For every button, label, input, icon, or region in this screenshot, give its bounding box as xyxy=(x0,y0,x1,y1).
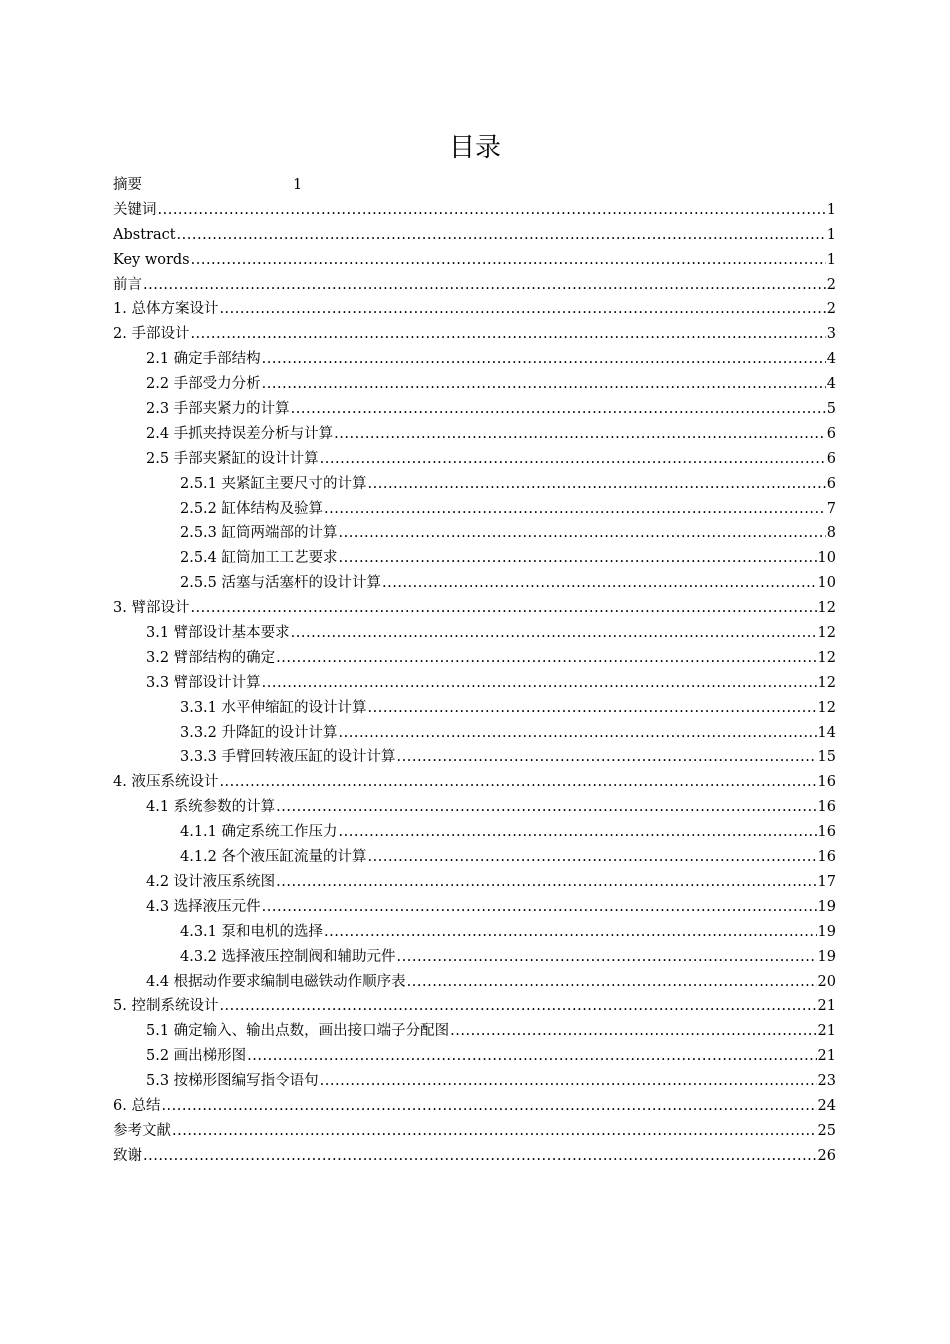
toc-entry-page-number: 10 xyxy=(817,575,836,592)
toc-entry xyxy=(113,895,836,920)
toc-entry xyxy=(113,596,836,621)
toc-entry-label: 5.2 画出梯形图 xyxy=(146,1048,247,1065)
toc-entry-label: 2.5 手部夹紧缸的设计计算 xyxy=(146,450,319,467)
toc-entry-label: Abstract xyxy=(113,226,176,243)
toc-entry-label: 5. 控制系统设计 xyxy=(113,998,219,1015)
toc-dot-leader xyxy=(339,546,817,571)
toc-entry xyxy=(113,994,836,1019)
toc-entry-label: 3.3.2 升降缸的设计计算 xyxy=(180,724,338,741)
toc-dot-leader xyxy=(407,970,817,995)
toc-entry-label: 2.2 手部受力分析 xyxy=(146,376,261,393)
toc-entry-page-number: 12 xyxy=(817,600,836,617)
toc-entry-label: 4.4 根据动作要求编制电磁铁动作顺序表 xyxy=(146,973,406,990)
toc-entry xyxy=(113,1019,836,1044)
toc-dot-leader xyxy=(190,322,825,347)
toc-entry xyxy=(113,820,836,845)
toc-dot-leader xyxy=(262,671,817,696)
toc-entry-page-number: 8 xyxy=(826,525,836,542)
toc-entry-page-number: 23 xyxy=(817,1073,836,1090)
toc-entry-page-number: 7 xyxy=(826,500,836,517)
toc-entry-label: 参考文献 xyxy=(113,1122,171,1139)
toc-entry xyxy=(113,970,836,995)
toc-dot-leader xyxy=(219,994,816,1019)
toc-dot-leader xyxy=(320,447,826,472)
toc-entry xyxy=(113,472,836,497)
toc-dot-leader xyxy=(368,472,826,497)
toc-dot-leader xyxy=(291,621,817,646)
toc-entry xyxy=(113,696,836,721)
toc-entry-page-number: 2 xyxy=(826,276,836,293)
toc-entry xyxy=(113,397,836,422)
toc-entry-label: 2.5.4 缸筒加工工艺要求 xyxy=(180,550,338,567)
toc-dot-leader xyxy=(190,596,816,621)
toc-entry-page-number: 20 xyxy=(817,973,836,990)
toc-dot-leader xyxy=(143,273,826,298)
toc-entry-page-number: 5 xyxy=(826,401,836,418)
toc-entry-page-number: 3 xyxy=(826,326,836,343)
toc-entry-label: 2.5.3 缸筒两端部的计算 xyxy=(180,525,338,542)
toc-entry xyxy=(113,671,836,696)
toc-dot-leader xyxy=(262,895,817,920)
toc-entry-label: 4.2 设计液压系统图 xyxy=(146,873,276,890)
toc-dot-leader xyxy=(262,347,826,372)
toc-entry-label: 3.3 臂部设计计算 xyxy=(146,674,261,691)
toc-dot-leader xyxy=(172,1119,817,1144)
toc-entry-page-number: 10 xyxy=(817,550,836,567)
toc-dot-leader xyxy=(177,223,826,248)
toc-entry-label: 4.1.1 确定系统工作压力 xyxy=(180,824,338,841)
toc-entry xyxy=(113,621,836,646)
toc-entry xyxy=(113,447,836,472)
toc-entry-label: 2. 手部设计 xyxy=(113,326,190,343)
toc-entry xyxy=(113,646,836,671)
toc-dot-leader xyxy=(339,820,817,845)
toc-entry-page-number: 15 xyxy=(817,749,836,766)
toc-entry-label: 前言 xyxy=(113,276,142,293)
toc-entry xyxy=(113,1069,836,1094)
toc-entry-label: 6. 总结 xyxy=(113,1097,161,1114)
toc-dot-leader xyxy=(368,845,817,870)
toc-entry-label: 1. 总体方案设计 xyxy=(113,301,219,318)
toc-entry xyxy=(113,845,836,870)
toc-dot-leader xyxy=(276,646,816,671)
toc-entry-page-number: 1 xyxy=(826,201,836,218)
toc-entry-page-number: 6 xyxy=(826,450,836,467)
toc-entry-page-number: 19 xyxy=(817,923,836,940)
toc-dot-leader xyxy=(247,1044,816,1069)
toc-dot-leader xyxy=(143,1144,817,1169)
toc-entry-label: 4.3 选择液压元件 xyxy=(146,898,261,915)
toc-entry-label: 5.3 按梯形图编写指令语句 xyxy=(146,1073,319,1090)
toc-entry-page-number: 24 xyxy=(817,1097,836,1114)
toc-dot-leader xyxy=(339,721,817,746)
toc-dot-leader xyxy=(158,198,826,223)
toc-entry-page-number: 21 xyxy=(817,1048,836,1065)
toc-entry-label: 2.4 手抓夹持误差分析与计算 xyxy=(146,425,334,442)
toc-entry xyxy=(113,1094,836,1119)
toc-entry xyxy=(113,870,836,895)
toc-dot-leader xyxy=(397,945,817,970)
toc-entry-page-number: 19 xyxy=(817,898,836,915)
toc-entry-page-number: 14 xyxy=(817,724,836,741)
toc-dot-leader xyxy=(161,1094,816,1119)
toc-entry xyxy=(113,1144,836,1169)
toc-entry xyxy=(113,546,836,571)
toc-entry-page-number: 16 xyxy=(817,824,836,841)
toc-entry-label: 4.3.2 选择液压控制阀和辅助元件 xyxy=(180,948,396,965)
toc-entry-label: 4.1.2 各个液压缸流量的计算 xyxy=(180,849,367,866)
toc-entry xyxy=(113,1119,836,1144)
toc-entry-page-number: 12 xyxy=(817,625,836,642)
toc-dot-leader xyxy=(368,696,817,721)
toc-dot-leader xyxy=(262,372,826,397)
toc-entry xyxy=(113,571,836,596)
toc-entry-label: 2.5.1 夹紧缸主要尺寸的计算 xyxy=(180,475,367,492)
toc-entry-label: 3.3.1 水平伸缩缸的设计计算 xyxy=(180,699,367,716)
toc-entry xyxy=(113,372,836,397)
toc-entry xyxy=(113,745,836,770)
toc-entry xyxy=(113,795,836,820)
toc-entry-page-number: 17 xyxy=(817,873,836,890)
toc-entry-label: 2.5.2 缸体结构及验算 xyxy=(180,500,324,517)
toc-dot-leader xyxy=(334,422,826,447)
toc-entry-label: 致谢 xyxy=(113,1147,142,1164)
toc-entry-page-number: 21 xyxy=(817,1023,836,1040)
toc-entry-page-number: 1 xyxy=(293,177,303,193)
toc-entry-page-number: 1 xyxy=(826,251,836,268)
toc-entry xyxy=(113,497,836,522)
toc-entry-label: 3.3.3 手臂回转液压缸的设计计算 xyxy=(180,749,396,766)
toc-dot-leader xyxy=(339,521,826,546)
toc-entry-page-number: 16 xyxy=(817,799,836,816)
toc-entry-page-number: 21 xyxy=(817,998,836,1015)
toc-dot-leader xyxy=(291,397,826,422)
toc-entry-page-number: 4 xyxy=(826,376,836,393)
toc-entry-page-number: 12 xyxy=(817,649,836,666)
toc-entry-label: 2.1 确定手部结构 xyxy=(146,351,261,368)
toc-entry-label: 2.5.5 活塞与活塞杆的设计计算 xyxy=(180,575,382,592)
toc-entry xyxy=(113,173,836,198)
toc-entry xyxy=(113,721,836,746)
toc-entry xyxy=(113,945,836,970)
toc-entry-label: 摘要 xyxy=(113,177,142,193)
toc-entry xyxy=(113,920,836,945)
toc-entry-page-number: 6 xyxy=(826,425,836,442)
toc-entry-page-number: 16 xyxy=(817,774,836,791)
toc-entry-page-number: 1 xyxy=(826,226,836,243)
toc-entry xyxy=(113,347,836,372)
toc-entry-page-number: 4 xyxy=(826,351,836,368)
toc-entry xyxy=(113,322,836,347)
toc-entry-page-number: 16 xyxy=(817,849,836,866)
toc-entry-label: 4.3.1 泵和电机的选择 xyxy=(180,923,324,940)
toc-dot-leader xyxy=(397,745,817,770)
toc-entry-page-number: 26 xyxy=(817,1147,836,1164)
toc-entry-label: 5.1 确定输入、输出点数，画出接口端子分配图 xyxy=(146,1023,450,1040)
toc-dot-leader xyxy=(276,870,816,895)
toc-dot-leader xyxy=(191,248,826,273)
toc-entry-label: 关键词 xyxy=(113,201,157,218)
toc-entry xyxy=(113,770,836,795)
toc-list xyxy=(113,173,836,1169)
toc-entry xyxy=(113,248,836,273)
toc-entry-label: 3.2 臂部结构的确定 xyxy=(146,649,276,666)
toc-entry xyxy=(113,273,836,298)
toc-entry xyxy=(113,521,836,546)
toc-entry-label: 3.1 臂部设计基本要求 xyxy=(146,625,290,642)
toc-dot-leader xyxy=(382,571,817,596)
toc-entry xyxy=(113,223,836,248)
toc-dot-leader xyxy=(450,1019,816,1044)
toc-entry xyxy=(113,422,836,447)
toc-entry xyxy=(113,198,836,223)
toc-dot-leader xyxy=(276,795,816,820)
toc-dot-leader xyxy=(324,497,826,522)
toc-entry-page-number: 12 xyxy=(817,699,836,716)
toc-entry xyxy=(113,1044,836,1069)
toc-entry-label: 4. 液压系统设计 xyxy=(113,774,219,791)
toc-title: 目录 xyxy=(448,133,501,163)
toc-dot-leader xyxy=(219,297,825,322)
toc-entry-page-number: 6 xyxy=(826,475,836,492)
toc-entry xyxy=(113,297,836,322)
toc-entry-label: 2.3 手部夹紧力的计算 xyxy=(146,401,290,418)
toc-entry-label: 3. 臂部设计 xyxy=(113,600,190,617)
toc-dot-leader xyxy=(219,770,816,795)
toc-dot-leader xyxy=(324,920,817,945)
toc-entry-page-number: 25 xyxy=(817,1122,836,1139)
toc-entry-page-number: 2 xyxy=(826,301,836,318)
toc-entry-label: 4.1 系统参数的计算 xyxy=(146,799,276,816)
toc-entry-label: Key words xyxy=(113,251,190,268)
toc-dot-leader xyxy=(320,1069,817,1094)
toc-entry-page-number: 19 xyxy=(817,948,836,965)
toc-entry-page-number: 12 xyxy=(817,674,836,691)
